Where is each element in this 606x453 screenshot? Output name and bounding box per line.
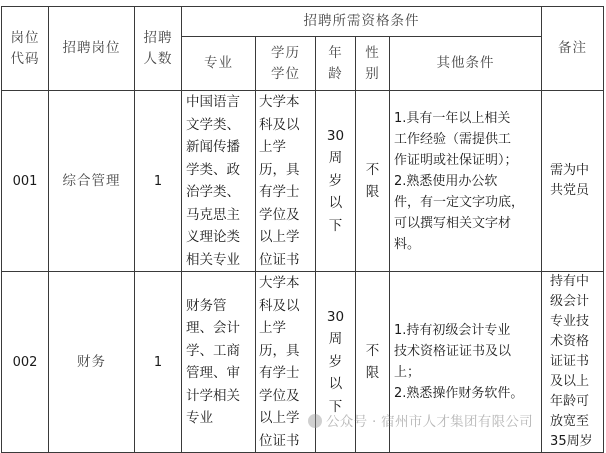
- wechat-icon: [308, 414, 322, 428]
- header-major: 专业: [182, 37, 256, 91]
- cell-line: 下: [328, 398, 343, 415]
- cell-count: 1: [135, 272, 182, 453]
- cell-line: 以上学: [259, 410, 300, 426]
- cell-line: 不: [365, 342, 380, 359]
- cell-line: 35周岁: [550, 434, 593, 449]
- cell-line: 上学: [259, 139, 286, 155]
- cell-line: 2.熟悉操作财务软件。: [394, 386, 524, 401]
- cell-line: 治学类、: [186, 184, 240, 200]
- cell-line: 历，具: [259, 342, 300, 359]
- cell-line: 不: [365, 161, 380, 178]
- cell-line: 周: [328, 331, 343, 348]
- cell-other: [390, 91, 542, 272]
- cell-line: 有学士: [259, 365, 300, 381]
- cell-line: 大学本: [259, 275, 300, 291]
- cell-count: 1: [135, 91, 182, 272]
- cell-line: 年龄可: [550, 394, 590, 409]
- cell-line: 义理论类: [186, 229, 240, 245]
- cell-line: 工作经验（需提供工: [394, 131, 512, 147]
- cell-education: [256, 91, 316, 272]
- cell-code: 002: [2, 272, 49, 453]
- watermark-text: 公众号 · 宿州市人才集团有限公司: [326, 414, 533, 430]
- cell-line: 1.具有一年以上相关: [394, 110, 511, 126]
- cell-position: 综合管理: [49, 91, 135, 272]
- cell-line: 理、会计: [186, 320, 240, 336]
- cell-line: 位证书: [259, 251, 300, 268]
- cell-line: 学、工商: [186, 342, 240, 359]
- header-remark: 备注: [542, 7, 604, 91]
- cell-education: [256, 272, 316, 453]
- cell-line: 位证书: [259, 432, 300, 449]
- cell-line: 1.持有初级会计专业: [394, 323, 511, 338]
- cell-line: 2.熟悉使用办公软: [394, 173, 498, 189]
- cell-line: 相关专业: [186, 251, 240, 268]
- cell-line: 大学本: [259, 94, 300, 110]
- cell-line: 马克思主: [186, 206, 240, 223]
- cell-line: 限: [365, 184, 380, 200]
- cell-line: 以上学: [259, 229, 300, 245]
- cell-line: 新闻传播: [186, 139, 240, 155]
- header-age: 年龄: [316, 37, 356, 91]
- cell-line: 放宽至: [550, 414, 590, 429]
- cell-line: 以: [328, 376, 343, 393]
- cell-line: 30: [326, 308, 345, 325]
- cell-line: 科及以: [259, 297, 300, 314]
- cell-line: 科及以: [259, 116, 300, 133]
- cell-line: 30: [326, 127, 345, 144]
- table-row: [2, 91, 604, 272]
- cell-line: 学位及: [259, 387, 300, 404]
- cell-line: 证证书: [550, 354, 590, 369]
- header-conditions: 招聘所需资格条件: [182, 7, 542, 37]
- cell-line: 持有中: [550, 274, 590, 289]
- watermark: [308, 410, 533, 430]
- cell-line: 级会计: [550, 294, 590, 309]
- cell-line: 文学类、: [186, 116, 240, 133]
- cell-line: 上；: [394, 365, 421, 380]
- cell-remark: [542, 272, 604, 453]
- cell-gender: [356, 91, 390, 272]
- header-other: 其他条件: [390, 37, 542, 91]
- cell-line: 学类、政: [186, 161, 240, 178]
- cell-line: 上学: [259, 320, 286, 336]
- header-gender: 性别: [356, 37, 390, 91]
- cell-line: 财务管: [186, 297, 227, 314]
- cell-line: 以: [328, 195, 343, 212]
- cell-line: 需为中: [550, 163, 590, 178]
- cell-age: [316, 91, 356, 272]
- cell-line: 岁: [328, 353, 343, 370]
- cell-code: 001: [2, 91, 49, 272]
- cell-line: 学位及: [259, 206, 300, 223]
- header-position: 招聘岗位: [49, 7, 135, 91]
- cell-line: 中国语言: [186, 94, 240, 110]
- cell-line: 可以撰写相关文字材: [394, 215, 512, 231]
- cell-line: 共党员: [550, 183, 590, 198]
- cell-major: [182, 272, 256, 453]
- cell-line: 岁: [328, 172, 343, 189]
- header-education: 学历学位: [256, 37, 316, 91]
- cell-line: 周: [328, 150, 343, 167]
- cell-position: 财务: [49, 272, 135, 453]
- cell-line: 作证明或社保证明）；: [394, 152, 518, 168]
- cell-line: 术资格: [550, 334, 590, 349]
- cell-line: 料。: [394, 236, 421, 252]
- cell-line: 专业: [186, 410, 213, 426]
- cell-line: 下: [328, 217, 343, 234]
- cell-remark: [542, 91, 604, 272]
- recruitment-table: [1, 6, 603, 449]
- cell-major: [182, 91, 256, 272]
- cell-line: 管理、审: [186, 365, 240, 381]
- cell-line: 专业技: [550, 314, 590, 329]
- header-count: 招聘人数: [135, 7, 182, 91]
- cell-line: 有学士: [259, 184, 300, 200]
- cell-line: 限: [365, 365, 380, 381]
- cell-line: 技术资格证证书及以: [394, 344, 512, 359]
- cell-line: 历，具: [259, 161, 300, 178]
- cell-line: 件，有一定文字功底，: [394, 194, 525, 210]
- cell-line: 及以上: [550, 374, 590, 389]
- cell-line: 计学相关: [186, 387, 240, 404]
- header-code: 岗位代码: [2, 7, 49, 91]
